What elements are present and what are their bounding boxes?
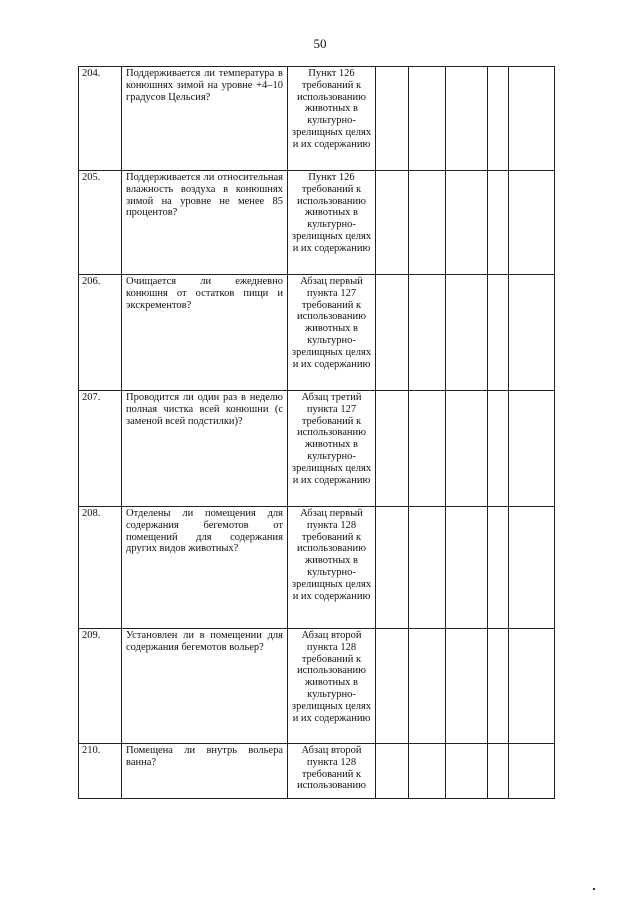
- table-row: [79, 67, 555, 171]
- row-number: 209.: [79, 629, 122, 744]
- question-text: Очищается ли ежедневно конюшня от остатков пищи и экскрементов?: [122, 275, 288, 391]
- note-cell[interactable]: [509, 171, 555, 275]
- table-row: [79, 629, 555, 744]
- question-text: Установлен ли в помещении для содержания бегемотов вольер?: [122, 629, 288, 744]
- answer-no-cell[interactable]: [409, 744, 446, 799]
- answer-no-cell[interactable]: [409, 507, 446, 629]
- legal-reference: Абзац первый пункта 127 требований к использованию животных в культурно-зрелищных целях и их содержанию: [288, 275, 376, 391]
- table-row: [79, 744, 555, 799]
- answer-no-cell[interactable]: [409, 67, 446, 171]
- legal-reference: Пункт 126 требований к использованию животных в культурно-зрелищных целях и их содержанию: [288, 171, 376, 275]
- note-cell[interactable]: [509, 391, 555, 507]
- answer-extra-cell[interactable]: [488, 507, 509, 629]
- answer-extra-cell[interactable]: [488, 629, 509, 744]
- table-row: [79, 391, 555, 507]
- answer-yes-cell[interactable]: [376, 275, 409, 391]
- answer-na-cell[interactable]: [446, 67, 488, 171]
- answer-na-cell[interactable]: [446, 629, 488, 744]
- answer-na-cell[interactable]: [446, 275, 488, 391]
- answer-na-cell[interactable]: [446, 391, 488, 507]
- question-text: Поддерживается ли температура в конюшнях зимой на уровне +4–10 градусов Цельсия?: [122, 67, 288, 171]
- row-number: 205.: [79, 171, 122, 275]
- answer-yes-cell[interactable]: [376, 171, 409, 275]
- legal-reference: Абзац первый пункта 128 требований к использованию животных в культурно-зрелищных целях и их содержанию: [288, 507, 376, 629]
- table-row: [79, 507, 555, 629]
- scan-speck: [593, 888, 595, 890]
- answer-yes-cell[interactable]: [376, 744, 409, 799]
- answer-yes-cell[interactable]: [376, 67, 409, 171]
- page-number: 50: [313, 36, 327, 51]
- note-cell[interactable]: [509, 744, 555, 799]
- row-number: 207.: [79, 391, 122, 507]
- answer-yes-cell[interactable]: [376, 507, 409, 629]
- question-text: Поддерживается ли относительная влажность воздуха в конюшнях зимой на уровне не менее 85 процентов?: [122, 171, 288, 275]
- row-number: 206.: [79, 275, 122, 391]
- question-text: Отделены ли помещения для содержания бегемотов от помещений для содержания других видов животных?: [122, 507, 288, 629]
- note-cell[interactable]: [509, 629, 555, 744]
- legal-reference: Абзац третий пункта 127 требований к использованию животных в культурно-зрелищных целях и их содержанию: [288, 391, 376, 507]
- answer-extra-cell[interactable]: [488, 744, 509, 799]
- note-cell[interactable]: [509, 275, 555, 391]
- answer-extra-cell[interactable]: [488, 67, 509, 171]
- table-row: [79, 275, 555, 391]
- question-text: Проводится ли один раз в неделю полная чистка всей конюшни (с заменой всей подстилки)?: [122, 391, 288, 507]
- answer-extra-cell[interactable]: [488, 275, 509, 391]
- answer-no-cell[interactable]: [409, 171, 446, 275]
- answer-no-cell[interactable]: [409, 275, 446, 391]
- legal-reference: Абзац второй пункта 128 требований к использованию: [288, 744, 376, 799]
- question-text: Помещена ли внутрь вольера ванна?: [122, 744, 288, 799]
- row-number: 210.: [79, 744, 122, 799]
- answer-na-cell[interactable]: [446, 744, 488, 799]
- answer-yes-cell[interactable]: [376, 629, 409, 744]
- answer-extra-cell[interactable]: [488, 171, 509, 275]
- answer-no-cell[interactable]: [409, 391, 446, 507]
- row-number: 204.: [79, 67, 122, 171]
- note-cell[interactable]: [509, 507, 555, 629]
- note-cell[interactable]: [509, 67, 555, 171]
- legal-reference: Абзац второй пункта 128 требований к использованию животных в культурно-зрелищных целях и их содержанию: [288, 629, 376, 744]
- legal-reference: Пункт 126 требований к использованию животных в культурно-зрелищных целях и их содержанию: [288, 67, 376, 171]
- checklist-table: [78, 66, 555, 799]
- answer-na-cell[interactable]: [446, 507, 488, 629]
- answer-na-cell[interactable]: [446, 171, 488, 275]
- row-number: 208.: [79, 507, 122, 629]
- answer-yes-cell[interactable]: [376, 391, 409, 507]
- answer-extra-cell[interactable]: [488, 391, 509, 507]
- table-row: [79, 171, 555, 275]
- answer-no-cell[interactable]: [409, 629, 446, 744]
